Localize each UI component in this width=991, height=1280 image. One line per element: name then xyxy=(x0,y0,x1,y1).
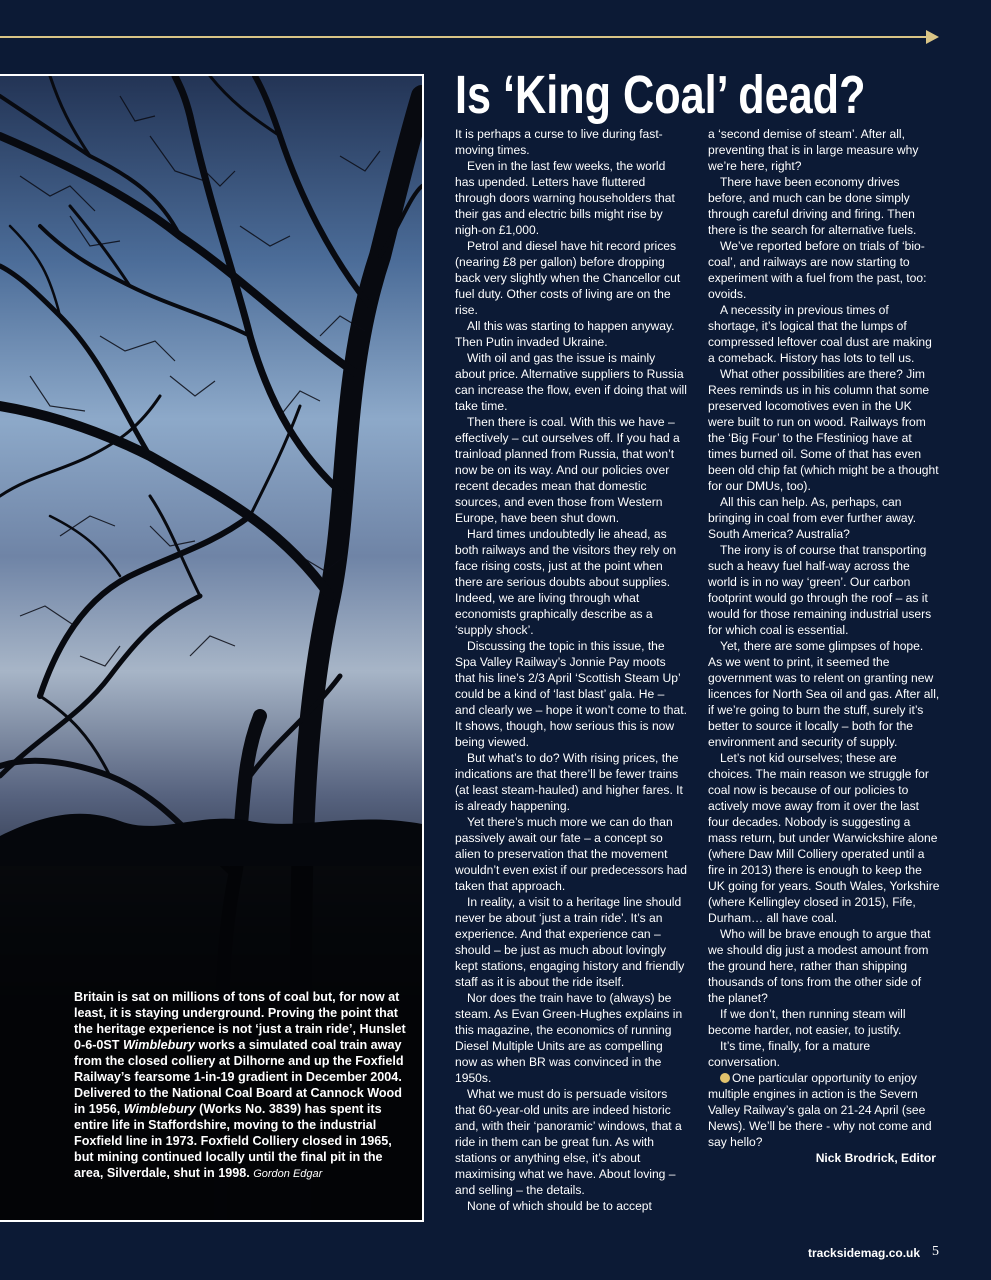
article-column-right xyxy=(708,126,940,1166)
article-paragraph: a ‘second demise of steam’. After all, preventing that is in large measure why we’re here, right? xyxy=(708,127,919,173)
page-title: Is ‘King Coal’ dead? xyxy=(455,65,866,125)
article-paragraph: Yet, there are some glimpses of hope. As we went to print, it seemed the government was to relent on granting new licences for North Sea oil and gas. After all, if we’re going to burn the stuff, surely it’s better to source it locally – both for the environment and security of supply. xyxy=(708,639,940,749)
article-paragraph: In reality, a visit to a heritage line should never be about ‘just a train ride’. It’s an experience. And that experience can – should – be just as much about lovingly kept stations, engaging history and friendly staff as it is about the ride itself. xyxy=(455,895,685,989)
article-paragraph: Petrol and diesel have hit record prices (nearing £8 per gallon) before dropping back very slightly when the Chancellor cut fuel duty. Other costs of living are on the rise. xyxy=(455,239,681,317)
article-paragraph: There have been economy drives before, and much can be done simply through careful driving and firing. Then there is the search for alternative fuels. xyxy=(708,175,917,237)
caption-text-part1: Britain is sat on millions of tons of coal but, for now at least, it is staying underground. Proving the point that the heritage experience is not ‘just a train ride’, Hunslet 0-6-0ST xyxy=(74,990,406,1052)
article-paragraph: A necessity in previous times of shortage, it’s logical that the lumps of compressed leftover coal dust are making a comeback. History has lots to tell us. xyxy=(708,303,932,365)
article-paragraph: All this was starting to happen anyway. Then Putin invaded Ukraine. xyxy=(455,319,675,349)
header-rule xyxy=(0,36,930,38)
article-paragraph: If we don’t, then running steam will become harder, not easier, to justify. xyxy=(708,1007,906,1037)
article-column-left xyxy=(455,126,687,1214)
article-paragraph: It’s time, finally, for a mature conversation. xyxy=(708,1039,871,1069)
caption-text-part3: (Works No. 3839) has spent its entire life in Staffordshire, moving to the industrial Foxfield line in 1973. Foxfield Colliery closed in 1965, but mining continued locally until the final pit in the area, Silverdale, shut in 1998. xyxy=(74,1102,392,1180)
article-paragraph: The irony is of course that transporting such a heavy fuel half-way across the world is in no way ‘green’. Our carbon footprint would go through the roof – as it would for those remaining industrial users for which coal is essential. xyxy=(708,543,932,637)
article-paragraph: Let’s not kid ourselves; these are choices. The main reason we struggle for coal now is because of our policies to actively move away from it over the last four decades. Nobody is suggesting a mass return, but under Warwickshire alone (where Daw Mill Colliery operated until a fire in 2013) there is enough to keep the UK going for years. South Wales, Yorkshire (where Kellingley closed in 2015), Fife, Durham… all have coal. xyxy=(708,751,940,925)
article-paragraph: We’ve reported before on trials of ‘bio-coal’, and railways are now starting to experiment with a fuel from the past, too: ovoids. xyxy=(708,239,927,301)
photo-caption xyxy=(74,989,410,1182)
article-paragraph: Then there is coal. With this we have – effectively – cut ourselves off. If you had a trainload planned from Russia, that won’t now be on its way. And our policies over recent decades mean that domestic sources, and even those from Western Europe, have been shut down. xyxy=(455,415,680,525)
article-paragraph: Yet there’s much more we can do than passively await our fate – a concept so alien to preservation that the movement wouldn’t even exist if our predecessors had taken that approach. xyxy=(455,815,687,893)
website-url[interactable]: tracksidemag.co.uk xyxy=(808,1246,921,1260)
caption-loco-name-1: Wimblebury xyxy=(123,1038,195,1052)
article-paragraph: What we must do is persuade visitors that 60-year-old units are indeed historic and, with their ‘panoramic’ windows, that a ride in them can be great fun. As with stations or anything else, it’s about maximising what we have. About loving – and selling – the details. xyxy=(455,1087,682,1197)
article-paragraph: All this can help. As, perhaps, can bringing in coal from ever further away. South America? Australia? xyxy=(708,495,917,541)
closing-note xyxy=(708,1070,940,1150)
article-paragraph: Nor does the train have to (always) be steam. As Evan Green-Hughes explains in this magazine, the economics of running Diesel Multiple Units are as compelling now as when BR was convinced in the 1950s. xyxy=(455,991,683,1085)
article-paragraph: None of which should be to accept xyxy=(467,1199,652,1213)
article-paragraph: Hard times undoubtedly lie ahead, as both railways and the visitors they rely on face rising costs, just at the point when there are serious doubts about supplies. Indeed, we are living through what economists graphically describe as a ‘supply shock’. xyxy=(455,527,677,637)
arrow-icon xyxy=(926,30,939,44)
editor-signoff: Nick Brodrick, Editor xyxy=(815,1151,936,1165)
caption-loco-name-2: Wimblebury xyxy=(123,1102,196,1116)
closing-note-text: One particular opportunity to enjoy multiple engines in action is the Severn Valley Railway’s gala on 21-24 April (see News). We’ll be there - why not come and say hello? xyxy=(708,1071,932,1149)
article-paragraph: With oil and gas the issue is mainly about price. Alternative suppliers to Russia can increase the flow, even if doing that will take time. xyxy=(455,351,687,413)
caption-text-part2: works a simulated coal train away from the closed colliery at Dilhorne and up the Foxfield Railway’s fearsome 1-in-19 gradient in December 2004. Delivered to the National Coal Board at Cannock Wood in 1956, xyxy=(74,1038,404,1116)
article-paragraph: But what’s to do? With rising prices, the indications are that there’ll be fewer trains (at least steam-hauled) and higher fares. It is already happening. xyxy=(455,751,683,813)
page-number: 5 xyxy=(932,1244,939,1259)
article-paragraph: Who will be brave enough to argue that we should dig just a modest amount from the ground here, rather than shipping thousands of tons from the other side of the planet? xyxy=(708,927,931,1005)
article-paragraph: Discussing the topic in this issue, the Spa Valley Railway’s Jonnie Pay moots that his line’s 2/3 April ‘Scottish Steam Up’ could be a kind of ‘last blast’ gala. He – and clearly we – hope it won’t come to that. It shows, though, how serious this is now being viewed. xyxy=(455,639,687,749)
article-paragraph: It is perhaps a curse to live during fast-moving times. xyxy=(455,127,663,157)
article-paragraph: Even in the last few weeks, the world has upended. Letters have fluttered through doors warning householders that their gas and electric bills might rise by nigh-on £1,000. xyxy=(455,159,675,237)
photo-credit: Gordon Edgar xyxy=(253,1168,323,1180)
bullet-icon xyxy=(720,1073,730,1083)
article-paragraph: What other possibilities are there? Jim Rees reminds us in his column that some preserved locomotives even in the UK were built to run on wood. Railways from the ‘Big Four’ to the Ffestiniog have at times burned oil. Some of that has even been old chip fat (which might be a thought for our DMUs, too). xyxy=(708,367,939,493)
